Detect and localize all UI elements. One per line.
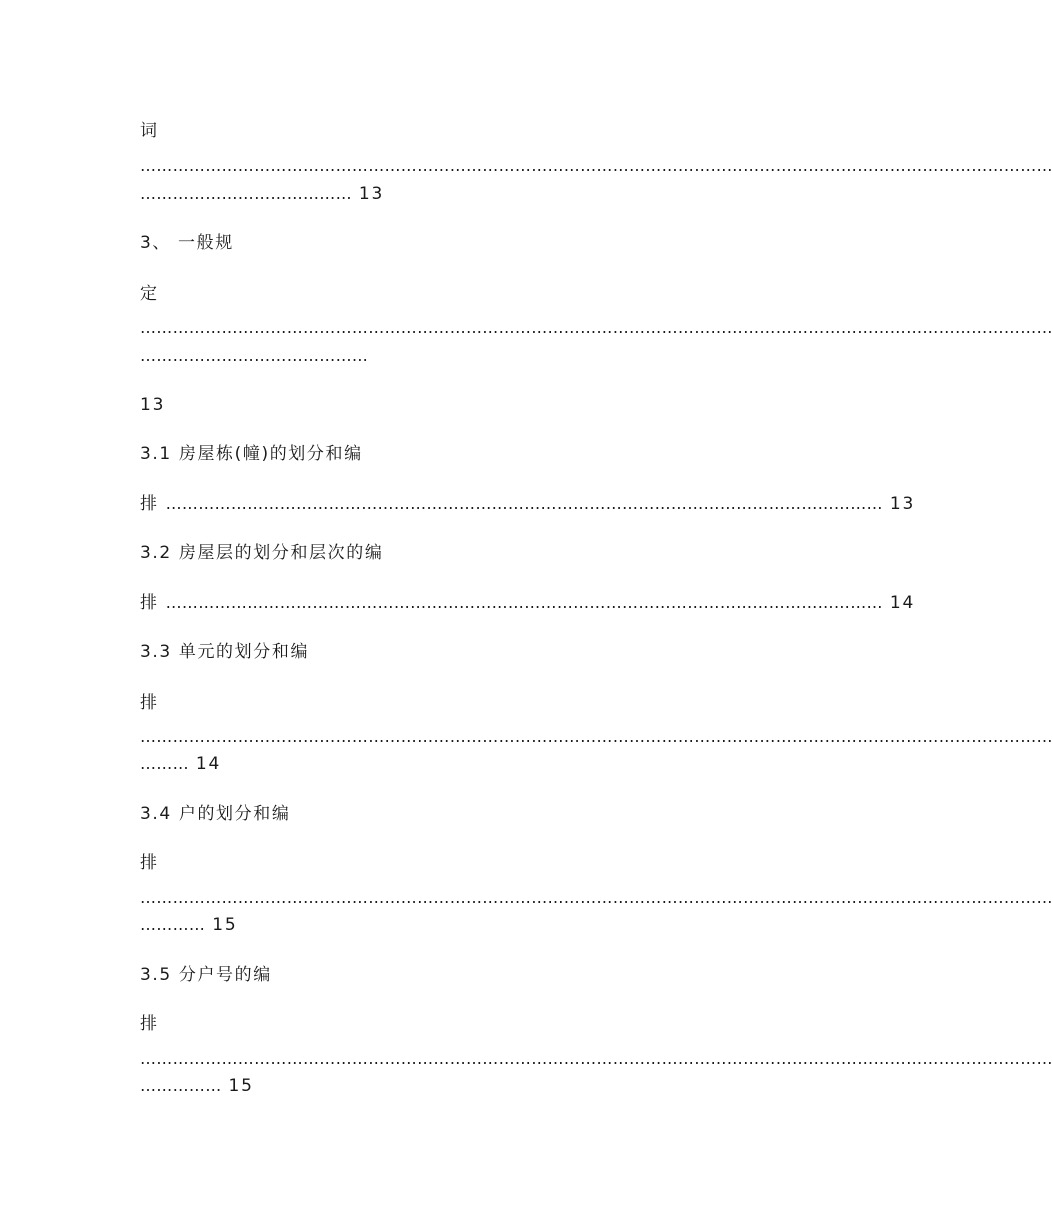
toc-entry-4-text: 排 <box>140 593 159 613</box>
toc-entry-5-leader-tail: ……… <box>140 754 189 773</box>
toc-entry-7-heading[interactable]: 3.5 分户号的编 <box>140 965 272 985</box>
toc-entry-6-leader-tail: ………… <box>140 915 206 934</box>
toc-entry-3-heading[interactable]: 3.1 房屋栋(幢)的划分和编 <box>140 444 363 464</box>
toc-entry-2-leader: …………………………………………………………………………………………………………………………………………………… <box>140 318 1053 337</box>
toc-entry-2-page[interactable]: 13 <box>140 395 166 415</box>
toc-entry-2-text: 定 <box>140 284 159 304</box>
toc-entry-3-page[interactable]: 13 <box>889 494 916 514</box>
toc-entry-7-leader-end <box>140 1075 254 1097</box>
toc-entry-5-leader: …………………………………………………………………………………………………………………………………………………… <box>140 727 1053 746</box>
toc-entry-6-text: 排 <box>140 853 159 873</box>
toc-entry-1-text: 词 <box>140 121 159 141</box>
toc-entry-6-heading[interactable]: 3.4 户的划分和编 <box>140 804 291 824</box>
toc-entry-4-page[interactable]: 14 <box>889 593 916 613</box>
toc-entry-6-leader: …………………………………………………………………………………………………………………………………………………… <box>140 888 1053 907</box>
toc-entry-5-leader-end <box>140 753 221 775</box>
toc-entry-5-page[interactable]: 14 <box>195 754 222 774</box>
toc-entry-1-leader-tail: ………………………………… <box>140 184 352 203</box>
toc-entry-7-leader: …………………………………………………………………………………………………………………………………………………… <box>140 1049 1053 1068</box>
toc-entry-6-leader-end <box>140 914 237 936</box>
toc-entry-1-leader-end <box>140 183 384 205</box>
toc-entry-3-leader: …………………………………………………………………………………………………………………… <box>165 494 883 513</box>
toc-entry-7-leader-tail: …………… <box>140 1076 222 1095</box>
toc-entry-6-page[interactable]: 15 <box>212 915 238 935</box>
toc-entry-4-heading[interactable]: 3.2 房屋层的划分和层次的编 <box>140 543 384 563</box>
toc-entry-7-page[interactable]: 15 <box>228 1076 254 1096</box>
toc-entry-4-leader-line <box>140 592 915 614</box>
toc-entry-5-text: 排 <box>140 693 159 713</box>
toc-entry-5-heading[interactable]: 3.3 单元的划分和编 <box>140 642 310 662</box>
toc-entry-7-text: 排 <box>140 1014 159 1034</box>
toc-entry-1-leader: …………………………………………………………………………………………………………………………………………………… <box>140 156 1053 175</box>
toc-entry-2-heading[interactable]: 3、 一般规 <box>140 233 234 253</box>
toc-entry-2-leader-tail: …………………………………… <box>140 346 369 365</box>
toc-entry-4-leader: …………………………………………………………………………………………………………………… <box>165 593 883 612</box>
toc-entry-1-page[interactable]: 13 <box>358 184 385 204</box>
toc-entry-3-text: 排 <box>140 494 159 514</box>
toc-entry-3-leader-line <box>140 493 915 515</box>
